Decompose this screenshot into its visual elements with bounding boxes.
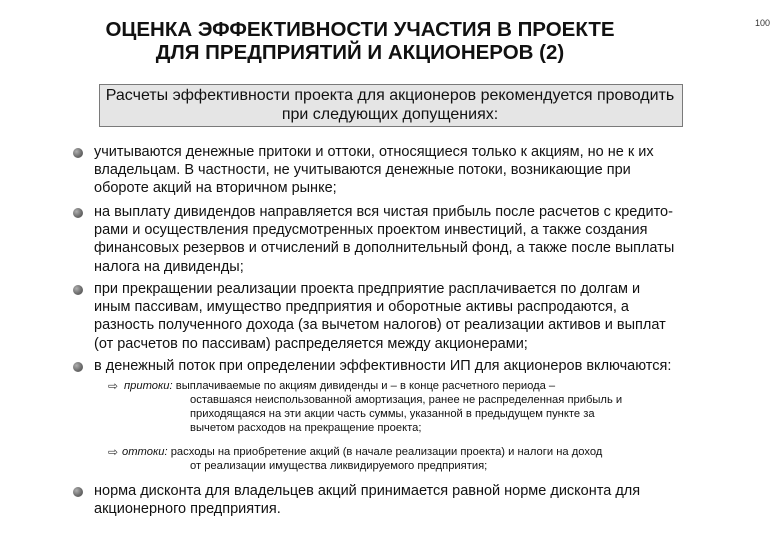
sub-item-line: от реализации имущества ликвидируемого предприятия;	[190, 460, 488, 472]
bullet-line: на выплату дивидендов направляется вся чистая прибыль после расчетов с кредито-	[94, 204, 673, 220]
bullet-item	[94, 143, 754, 198]
bullet-icon	[73, 148, 83, 158]
bullet-icon	[73, 362, 83, 372]
page-number: 100	[754, 18, 770, 28]
sub-item-line: приходящаяся на эти акции часть суммы, указанной в предыдущем пункте за	[190, 408, 595, 420]
bullet-line: акционерного предприятия.	[94, 501, 281, 518]
sub-item-inflows-continuation	[190, 393, 622, 435]
bullet-line: (от расчетов по пассивам) распределяется между акционерами;	[94, 335, 528, 352]
bullet-item	[94, 482, 754, 518]
sub-item-first-line	[124, 379, 555, 393]
slide-title	[40, 18, 680, 64]
bullet-line: разность полученного дохода (за вычетом налогов) от реализации активов и выплат	[94, 317, 666, 334]
sub-item-outflows-continuation	[190, 459, 487, 473]
sub-item-text: расходы на приобретение акций (в начале реализации проекта) и налоги на доход	[170, 446, 603, 458]
subtitle-line: Расчеты эффективности проекта для акционеров рекомендуется проводить	[105, 87, 675, 104]
title-line: ДЛЯ ПРЕДПРИЯТИЙ И АКЦИОНЕРОВ (2)	[155, 41, 565, 64]
bullet-line: финансовых резервов и отчислений в дополнительный фонд, а также после выплаты	[94, 240, 675, 257]
bullet-line: обороте акций на вторичном рынке;	[94, 180, 337, 197]
sub-item-keyword: оттоки:	[122, 446, 168, 458]
bullet-icon	[73, 208, 83, 218]
bullet-item	[94, 280, 754, 353]
sub-item-line: оставшаяся неиспользованной амортизация, ранее не распределенная прибыль и	[190, 394, 623, 406]
bullet-line: владельцам. В частности, не учитываются денежные потоки, возникающие при	[94, 162, 631, 179]
sub-item-first-line	[122, 445, 602, 459]
bullet-line: учитываются денежные притоки и оттоки, относящиеся только к акциям, но не к их	[94, 144, 654, 160]
bullet-line: при прекращении реализации проекта предприятие расплачивается по долгам и	[94, 281, 641, 297]
arrow-right-icon: ⇨	[108, 445, 119, 459]
slide-subtitle	[30, 86, 750, 124]
bullet-line: налога на дивиденды;	[94, 258, 244, 275]
subtitle-line: при следующих допущениях:	[281, 106, 499, 123]
arrow-right-icon: ⇨	[108, 379, 119, 393]
bullet-line: рами и осуществления предусмотренных проектом инвестиций, а также создания	[94, 222, 648, 239]
bullet-line: в денежный поток при определении эффективности ИП для акционеров включаются:	[94, 358, 672, 374]
sub-item-text: выплачиваемые по акциям дивиденды и – в конце расчетного периода –	[175, 380, 556, 392]
sub-item-keyword: притоки:	[124, 380, 173, 392]
sub-item-line: вычетом расходов на прекращение проекта;	[190, 422, 422, 434]
bullet-icon	[73, 285, 83, 295]
bullet-item	[94, 203, 754, 276]
sub-item-inflows	[124, 379, 555, 393]
bullet-icon	[73, 487, 83, 497]
title-line: ОЦЕНКА ЭФФЕКТИВНОСТИ УЧАСТИЯ В ПРОЕКТЕ	[105, 18, 615, 41]
bullet-item	[94, 357, 754, 375]
bullet-line: иным пассивам, имущество предприятия и оборотные активы распродаются, а	[94, 299, 629, 316]
bullet-line: норма дисконта для владельцев акций принимается равной норме дисконта для	[94, 483, 641, 499]
sub-item-outflows	[122, 445, 602, 459]
